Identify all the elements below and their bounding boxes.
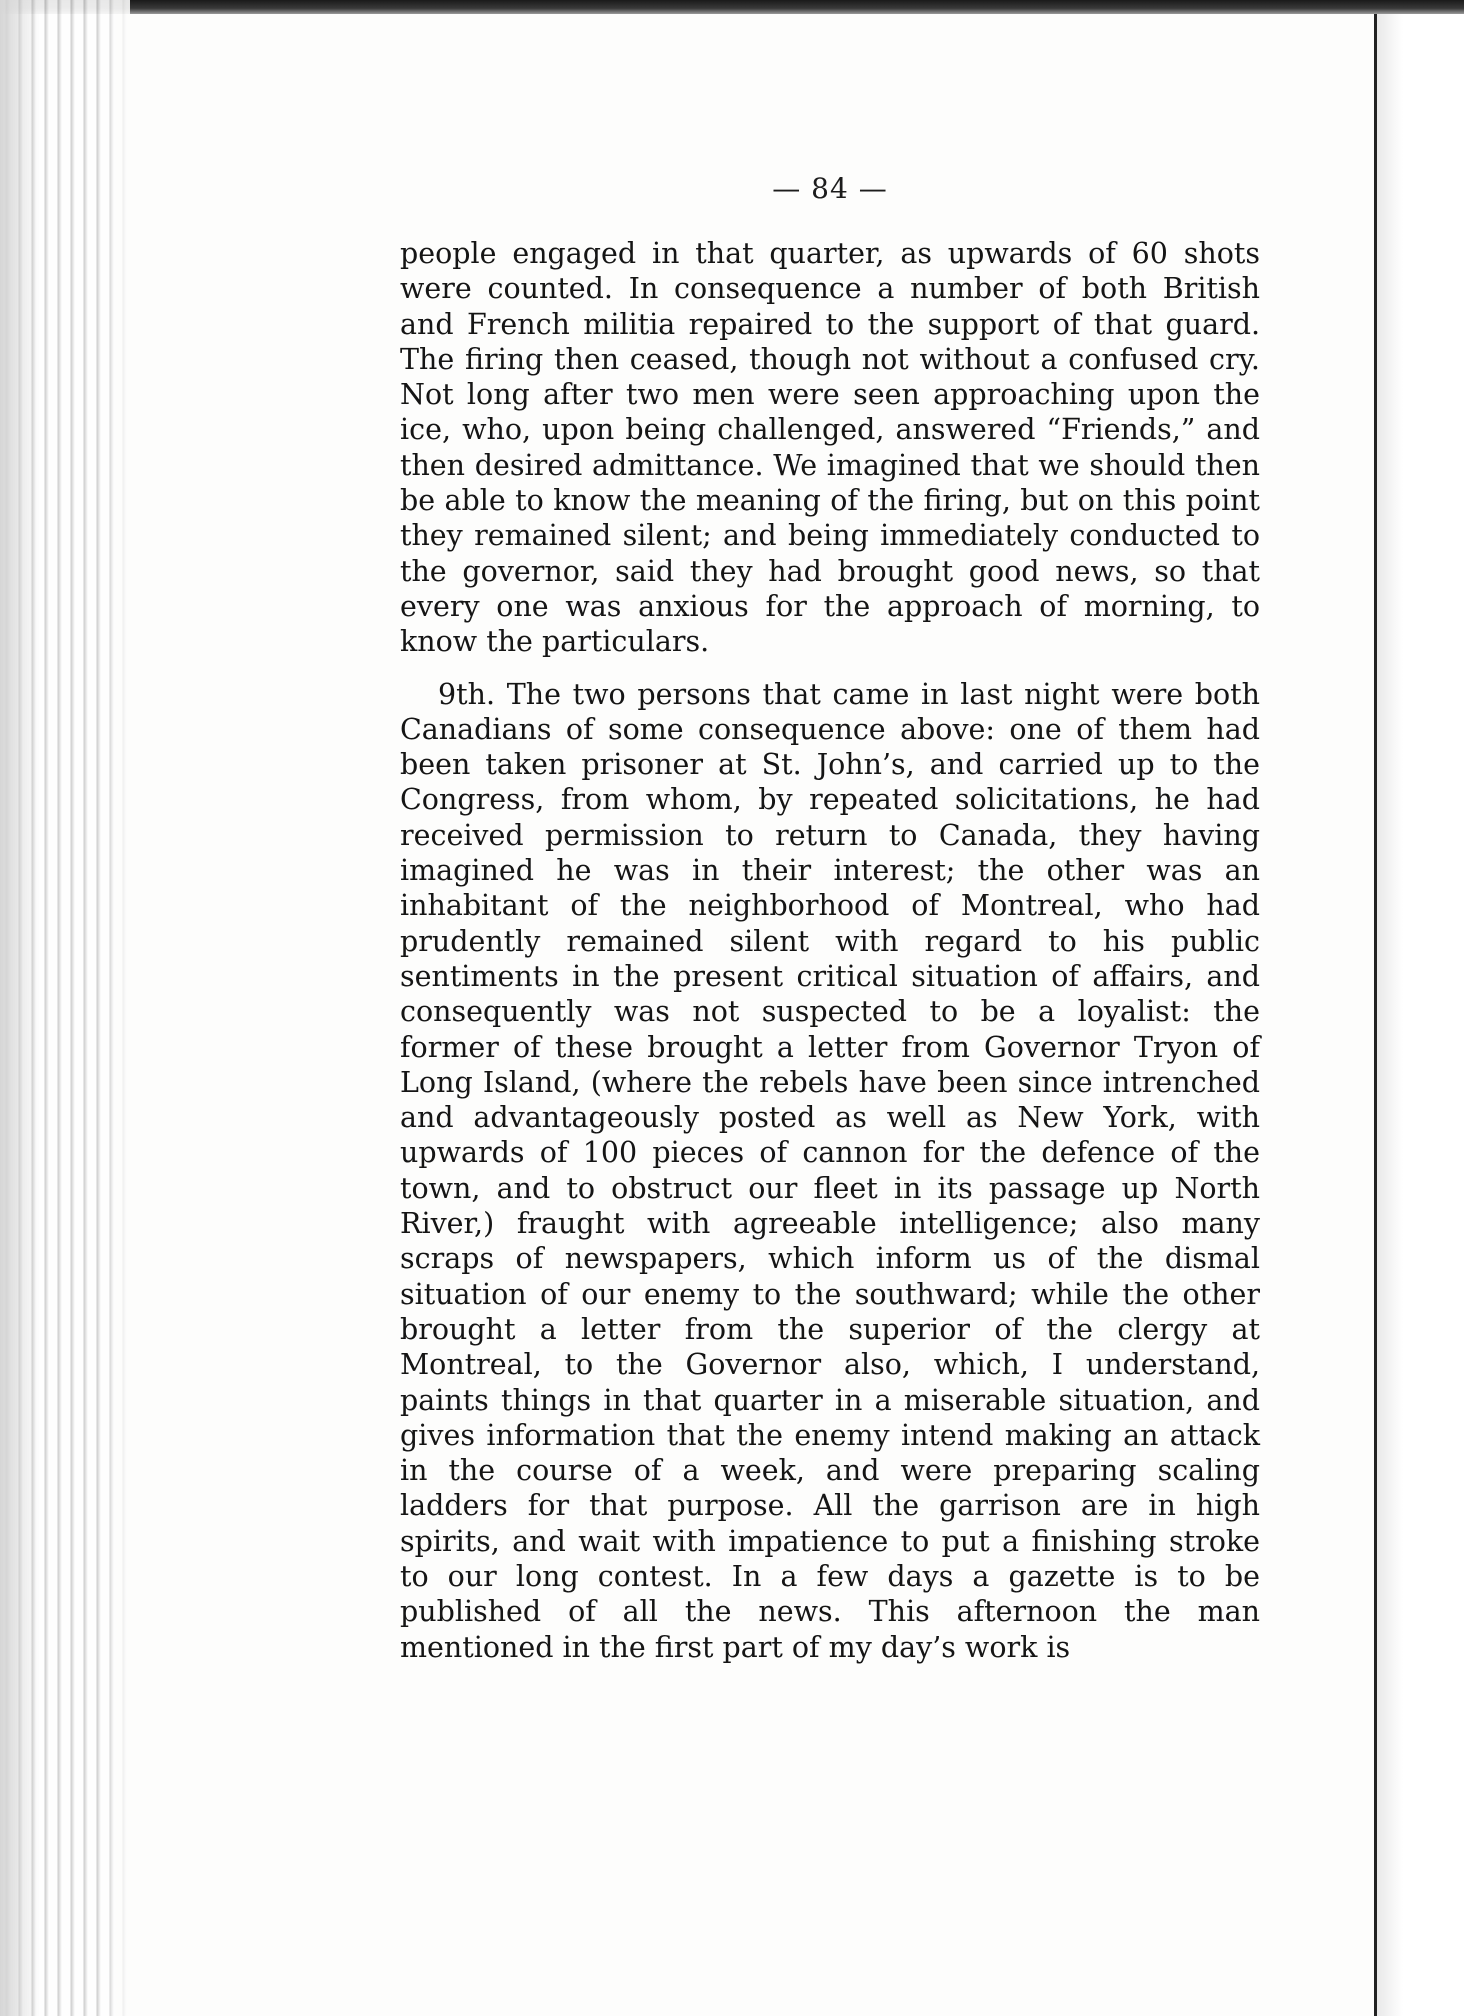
top-scan-border xyxy=(0,0,1464,14)
body-text xyxy=(400,236,1260,1665)
binding-shadow xyxy=(0,0,40,2016)
adjacent-page-edge xyxy=(1377,14,1464,2016)
paragraph-9th: 9th. The two persons that came in last night were both Canadians of some consequence above: one of them had been taken prisoner at St. John’s, and carried up to the Congress, from whom, by repeated solicitations, he had received permission to return to Canada, they having imagined he was in their interest; the other was an inhabitant of the neighborhood of Montreal, who had prudently remained silent with regard to his public sentiments in the present critical situation of affairs, and consequently was not suspected to be a loyalist: the former of these brought a letter from Governor Tryon of Long Island, (where the rebels have been since intrenched and advantageously posted as well as New York, with upwards of 100 pieces of cannon for the defence of the town, and to obstruct our fleet in its passage up North River,) fraught with agreeable intelligence; also many scraps of newspapers, which inform us of the dismal situation of our enemy to the southward; while the other brought a letter from the superior of the clergy at Montreal, to the Governor also, which, I understand, paints things in that quarter in a miserable situation, and gives information that the enemy intend making an attack in the course of a week, and were preparing scaling ladders for that purpose. All the garrison are in high spirits, and wait with impatience to put a finishing stroke to our long contest. In a few days a gazette is to be published of all the news. This afternoon the man mentioned in the first part of my day’s work is xyxy=(400,677,1260,1664)
paragraph-continued: people engaged in that quarter, as upwards of 60 shots were counted. In consequence a number of both British and French militia repaired to the support of that guard. The firing then ceased, though not without a confused cry. Not long after two men were seen approaching upon the ice, who, upon being challenged, answered “Friends,” and then desired admittance. We imagined that we should then be able to know the meaning of the firing, but on this point they remained silent; and being immediately conducted to the governor, said they had brought good news, so that every one was anxious for the approach of morning, to know the particulars. xyxy=(400,237,1260,659)
page-number: — 84 — xyxy=(772,172,888,205)
